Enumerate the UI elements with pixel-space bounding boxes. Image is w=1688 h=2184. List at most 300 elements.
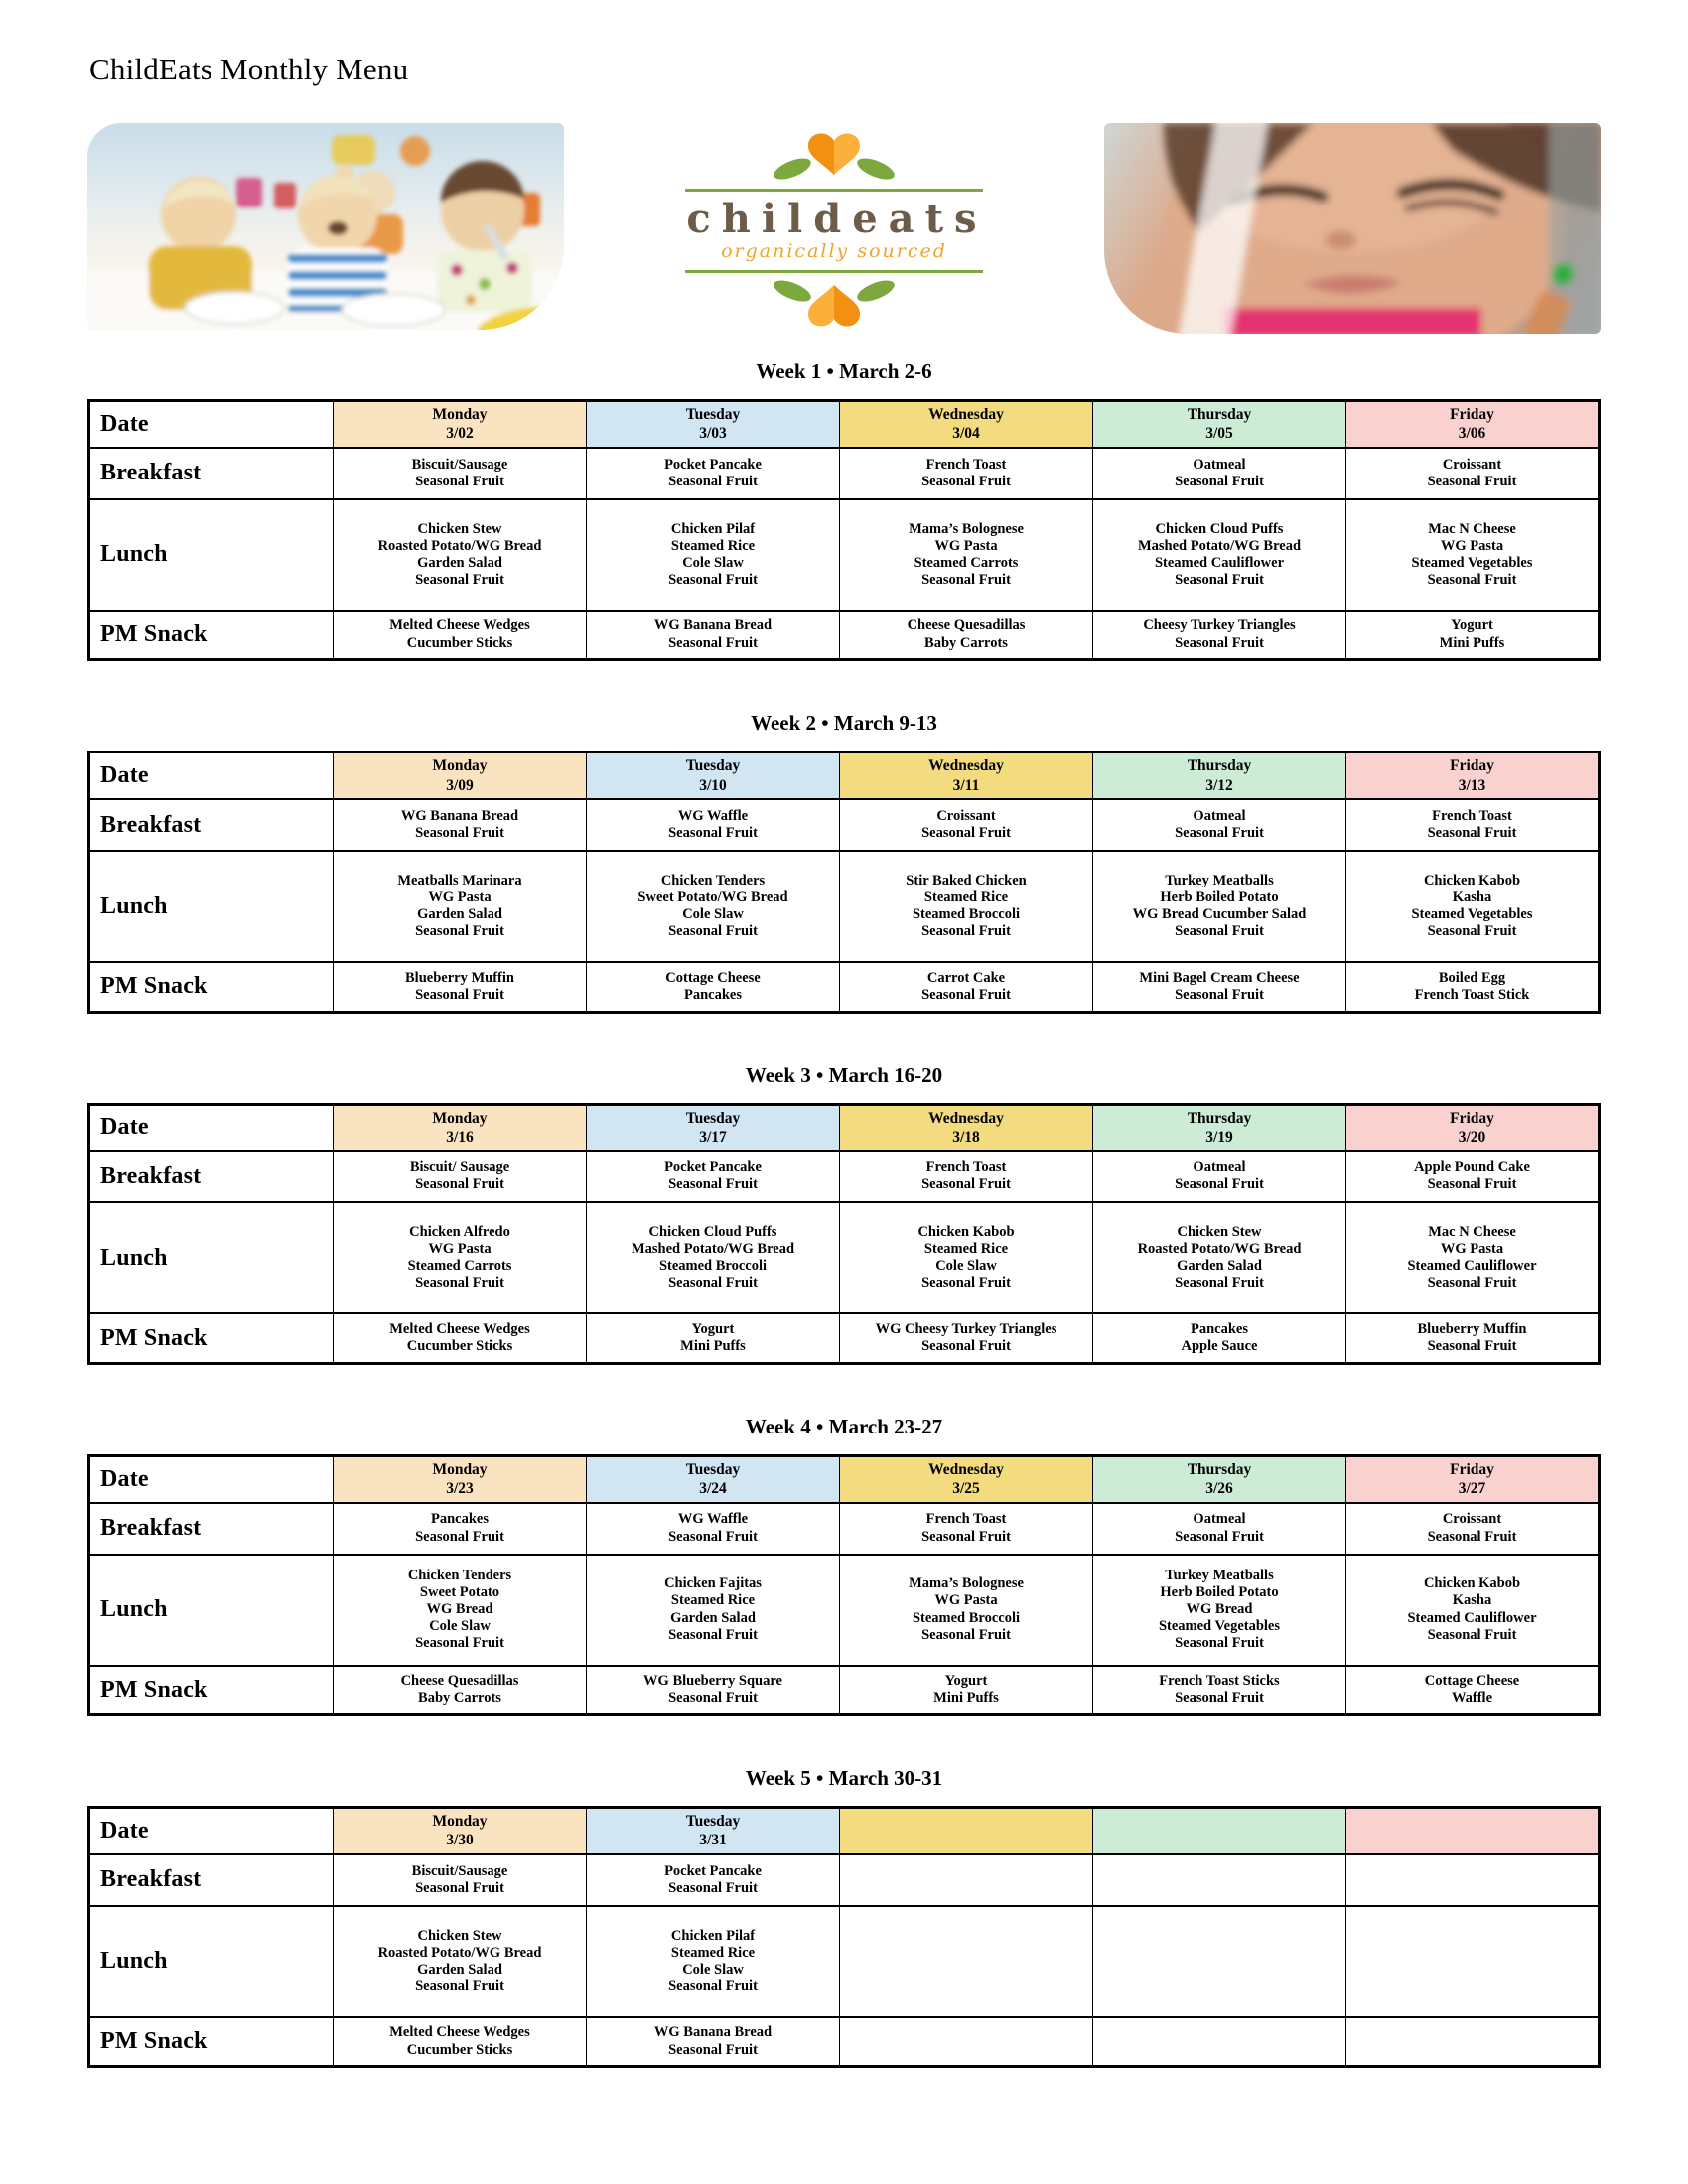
meal-line: Melted Cheese Wedges <box>389 1320 530 1337</box>
day-name: Monday <box>432 757 488 775</box>
meal-line: Oatmeal <box>1193 807 1246 824</box>
breakfast-cell <box>587 1503 840 1555</box>
menu-table <box>87 399 1601 661</box>
snack-cell <box>840 962 1093 1012</box>
day-header-cell <box>840 1455 1093 1502</box>
day-date: 3/04 <box>952 425 980 443</box>
day-name: Wednesday <box>928 1460 1004 1478</box>
meal-line: WG Banana Bread <box>653 617 773 634</box>
meal-line: Blueberry Muffin <box>1417 1320 1527 1337</box>
row-label-breakfast: Breakfast <box>89 1151 334 1202</box>
meal-line: WG Pasta <box>934 537 998 554</box>
meal-line: Apple Sauce <box>1181 1338 1258 1354</box>
header-banner <box>87 123 1601 334</box>
row-snack <box>89 611 1600 660</box>
meal-line: Chicken Kabob <box>1423 872 1521 888</box>
snack-cell <box>334 2017 587 2067</box>
meal-line: Melted Cheese Wedges <box>389 617 530 634</box>
row-lunch <box>89 1906 1600 2017</box>
day-date: 3/27 <box>1458 1480 1486 1498</box>
row-snack <box>89 2017 1600 2067</box>
meal-line: Seasonal Fruit <box>921 986 1011 1003</box>
day-date: 3/05 <box>1205 425 1233 443</box>
snack-cell <box>334 611 587 660</box>
breakfast-cell <box>840 1854 1093 1906</box>
row-label-snack: PM Snack <box>89 611 334 660</box>
meal-line: Seasonal Fruit <box>921 1338 1011 1354</box>
meal-line: Seasonal Fruit <box>921 473 1011 489</box>
day-name: Friday <box>1450 406 1494 423</box>
row-label-lunch: Lunch <box>89 1555 334 1666</box>
meal-line: Roasted Potato/WG Bread <box>1137 1241 1302 1258</box>
meal-line: Yogurt <box>1451 617 1493 634</box>
row-lunch <box>89 851 1600 962</box>
row-lunch <box>89 1555 1600 1666</box>
day-date: 3/12 <box>1205 776 1233 794</box>
row-lunch <box>89 1202 1600 1313</box>
meal-line: Kasha <box>1452 1592 1492 1609</box>
meal-line: Steamed Carrots <box>407 1258 512 1275</box>
week-section <box>87 711 1601 1013</box>
row-date <box>89 1808 1600 1854</box>
meal-line: Seasonal Fruit <box>1175 1690 1264 1706</box>
menu-table <box>87 1103 1601 1365</box>
meal-line: Mini Bagel Cream Cheese <box>1139 969 1300 986</box>
meal-line: Seasonal Fruit <box>415 571 504 588</box>
meal-line: Garden Salad <box>670 1609 756 1626</box>
day-name: Monday <box>432 406 488 423</box>
snack-cell <box>1346 962 1600 1012</box>
meal-line: Seasonal Fruit <box>921 923 1011 940</box>
meal-line: Seasonal Fruit <box>1427 1338 1517 1354</box>
lunch-cell <box>334 851 587 962</box>
day-date: 3/02 <box>446 425 474 443</box>
meal-line: French Toast <box>925 456 1007 473</box>
meal-line: Cheese Quesadillas <box>907 617 1026 634</box>
meal-line: Seasonal Fruit <box>921 571 1011 588</box>
meal-line: Baby Carrots <box>924 634 1008 651</box>
meal-line: Seasonal Fruit <box>1427 571 1517 588</box>
row-date <box>89 752 1600 799</box>
day-header-cell <box>1093 1104 1346 1151</box>
breakfast-cell <box>840 1503 1093 1555</box>
meal-line: Steamed Broccoli <box>658 1258 768 1275</box>
lunch-cell <box>587 1555 840 1666</box>
snack-cell <box>840 1313 1093 1363</box>
meal-line: Steamed Rice <box>923 1241 1009 1258</box>
row-date <box>89 1455 1600 1502</box>
meal-line: WG Pasta <box>1440 1241 1504 1258</box>
lunch-cell <box>1093 1906 1346 2017</box>
breakfast-cell <box>1346 1503 1600 1555</box>
meal-line: Kasha <box>1452 888 1492 905</box>
day-header-cell <box>1093 1808 1346 1854</box>
meal-line: Pocket Pancake <box>664 456 762 473</box>
lunch-cell <box>1346 851 1600 962</box>
meal-line: Melted Cheese Wedges <box>389 2024 530 2041</box>
meal-line: Boiled Egg <box>1438 969 1506 986</box>
meal-line: Seasonal Fruit <box>668 1978 758 1994</box>
snack-cell <box>1093 1313 1346 1363</box>
row-label-lunch: Lunch <box>89 1202 334 1313</box>
day-name: Thursday <box>1187 1460 1252 1478</box>
meal-line: Chicken Stew <box>417 1927 502 1944</box>
meal-line: WG Banana Bread <box>653 2024 773 2041</box>
meal-line: Pancakes <box>684 986 742 1003</box>
meal-line: Chicken Cloud Puffs <box>1155 520 1284 537</box>
meal-line: Steamed Rice <box>670 1592 756 1609</box>
meal-line: Seasonal Fruit <box>921 825 1011 841</box>
week-title: Week 1 • March 2-6 <box>756 359 932 383</box>
meal-line: WG Waffle <box>677 1511 749 1528</box>
meal-line: Cottage Cheese <box>1424 1673 1520 1690</box>
meal-line: WG Bread <box>426 1600 493 1617</box>
meal-line: Turkey Meatballs <box>1165 872 1274 888</box>
breakfast-cell <box>840 1151 1093 1202</box>
meal-line: Sweet Potato/WG Bread <box>637 888 788 905</box>
row-breakfast <box>89 1503 1600 1555</box>
meal-line: Seasonal Fruit <box>415 473 504 489</box>
meal-line: Cole Slaw <box>682 554 744 571</box>
meal-line: WG Banana Bread <box>400 807 519 824</box>
meal-line: Biscuit/ Sausage <box>409 1160 510 1176</box>
meal-line: WG Pasta <box>934 1592 998 1609</box>
meal-line: Steamed Vegetables <box>1158 1618 1281 1635</box>
day-header-cell <box>334 1808 587 1854</box>
lunch-cell <box>840 1555 1093 1666</box>
meal-line: Seasonal Fruit <box>668 2041 758 2058</box>
row-label-breakfast: Breakfast <box>89 799 334 851</box>
day-header-cell <box>1346 1104 1600 1151</box>
row-date <box>89 1104 1600 1151</box>
meal-line: Seasonal Fruit <box>415 986 504 1003</box>
row-label-snack: PM Snack <box>89 2017 334 2067</box>
day-name: Thursday <box>1187 1109 1252 1127</box>
meal-line: Mac N Cheese <box>1428 520 1516 537</box>
meal-line: Garden Salad <box>1177 1258 1262 1275</box>
meal-line: Seasonal Fruit <box>668 634 758 651</box>
row-snack <box>89 962 1600 1012</box>
meal-line: Baby Carrots <box>418 1690 501 1706</box>
row-label-date: Date <box>89 1455 334 1502</box>
meal-line: Chicken Fajitas <box>664 1575 762 1592</box>
day-name: Monday <box>432 1109 488 1127</box>
day-date: 3/20 <box>1458 1128 1486 1146</box>
lunch-cell <box>1346 1555 1600 1666</box>
meal-line: Steamed Vegetables <box>1411 906 1533 922</box>
lunch-cell <box>1093 499 1346 611</box>
row-label-breakfast: Breakfast <box>89 1503 334 1555</box>
meal-line: Waffle <box>1451 1690 1493 1706</box>
meal-line: Chicken Stew <box>1177 1224 1262 1241</box>
lunch-cell <box>1346 1906 1600 2017</box>
day-header-cell <box>1093 1455 1346 1502</box>
lunch-cell <box>1093 1555 1346 1666</box>
snack-cell <box>840 2017 1093 2067</box>
meal-line: Pancakes <box>431 1511 489 1528</box>
breakfast-cell <box>1093 448 1346 499</box>
breakfast-cell <box>1346 448 1600 499</box>
breakfast-cell <box>840 448 1093 499</box>
day-date: 3/11 <box>952 776 980 794</box>
meal-line: Chicken Kabob <box>1423 1575 1521 1592</box>
day-date: 3/19 <box>1205 1128 1233 1146</box>
meal-line: Garden Salad <box>417 1961 502 1978</box>
meal-line: Seasonal Fruit <box>1175 1528 1264 1545</box>
row-breakfast <box>89 1854 1600 1906</box>
day-date: 3/18 <box>952 1128 980 1146</box>
day-header-cell <box>587 1104 840 1151</box>
breakfast-cell <box>334 1854 587 1906</box>
meal-line: Steamed Vegetables <box>1411 554 1533 571</box>
meal-line: Mac N Cheese <box>1428 1224 1516 1241</box>
lunch-cell <box>840 499 1093 611</box>
meal-line: Seasonal Fruit <box>668 1690 758 1706</box>
row-label-breakfast: Breakfast <box>89 448 334 499</box>
meal-line: Croissant <box>1442 456 1502 473</box>
row-label-breakfast: Breakfast <box>89 1854 334 1906</box>
snack-cell <box>1346 2017 1600 2067</box>
meal-line: Seasonal Fruit <box>1427 1176 1517 1193</box>
day-header-cell <box>840 401 1093 448</box>
meal-line: Seasonal Fruit <box>1427 1626 1517 1643</box>
meal-line: French Toast Stick <box>1414 986 1530 1003</box>
snack-cell <box>334 1313 587 1363</box>
meal-line: Cole Slaw <box>682 906 744 922</box>
meal-line: Seasonal Fruit <box>415 923 504 940</box>
meal-line: WG Bread Cucumber Salad <box>1132 906 1307 922</box>
meal-line: Seasonal Fruit <box>1427 923 1517 940</box>
lunch-cell <box>334 1202 587 1313</box>
meal-line: Seasonal Fruit <box>1175 571 1264 588</box>
children-eating-illustration <box>87 123 564 330</box>
meal-line: Mashed Potato/WG Bread <box>631 1241 795 1258</box>
row-label-lunch: Lunch <box>89 851 334 962</box>
meal-line: Seasonal Fruit <box>1175 986 1264 1003</box>
day-date: 3/10 <box>699 776 727 794</box>
meal-line: Seasonal Fruit <box>415 1275 504 1292</box>
meal-line: Seasonal Fruit <box>668 1176 758 1193</box>
breakfast-cell <box>334 448 587 499</box>
day-name: Tuesday <box>685 757 741 775</box>
meal-line: Seasonal Fruit <box>1427 473 1517 489</box>
meal-line: Steamed Rice <box>923 888 1009 905</box>
breakfast-cell <box>334 1503 587 1555</box>
day-header-cell <box>840 1104 1093 1151</box>
day-date: 3/17 <box>699 1128 727 1146</box>
meal-line: Seasonal Fruit <box>668 923 758 940</box>
day-header-cell <box>1093 401 1346 448</box>
breakfast-cell <box>1093 1503 1346 1555</box>
lunch-cell <box>1346 1202 1600 1313</box>
row-breakfast <box>89 799 1600 851</box>
meal-line: French Toast <box>925 1160 1007 1176</box>
meal-line: Seasonal Fruit <box>1175 923 1264 940</box>
meal-line: Croissant <box>1442 1511 1502 1528</box>
meal-line: Oatmeal <box>1193 1160 1246 1176</box>
day-name: Monday <box>432 1813 488 1830</box>
meal-line: Cole Slaw <box>429 1618 491 1635</box>
meal-line: Oatmeal <box>1193 1511 1246 1528</box>
logo-heart-leaves-icon <box>765 127 904 185</box>
meal-line: Seasonal Fruit <box>1427 1275 1517 1292</box>
meal-line: Steamed Broccoli <box>912 1609 1021 1626</box>
toddler-face-illustration <box>1104 123 1601 334</box>
row-label-date: Date <box>89 1104 334 1151</box>
snack-cell <box>334 1666 587 1715</box>
breakfast-cell <box>334 1151 587 1202</box>
meal-line: Seasonal Fruit <box>1427 1528 1517 1545</box>
meal-line: Seasonal Fruit <box>415 1978 504 1994</box>
lunch-cell <box>587 1906 840 2017</box>
meal-line: Seasonal Fruit <box>1175 825 1264 841</box>
logo-wordmark: childeats <box>686 196 988 242</box>
meal-line: Pocket Pancake <box>664 1862 762 1879</box>
meal-line: Apple Pound Cake <box>1414 1160 1530 1176</box>
day-header-cell <box>334 1455 587 1502</box>
day-name: Tuesday <box>685 1460 741 1478</box>
row-snack <box>89 1666 1600 1715</box>
row-lunch <box>89 499 1600 611</box>
snack-cell <box>334 962 587 1012</box>
toddler-face-photo <box>1104 123 1601 334</box>
meal-line: Seasonal Fruit <box>1175 473 1264 489</box>
meal-line: Steamed Broccoli <box>912 906 1021 922</box>
snack-cell <box>840 1666 1093 1715</box>
menu-table <box>87 1454 1601 1716</box>
snack-cell <box>1346 1666 1600 1715</box>
meal-line: Pancakes <box>1191 1320 1248 1337</box>
meal-line: Seasonal Fruit <box>921 1275 1011 1292</box>
meal-line: Chicken Stew <box>417 520 502 537</box>
breakfast-cell <box>1093 1854 1346 1906</box>
row-label-date: Date <box>89 1808 334 1854</box>
meal-line: Steamed Rice <box>670 1944 756 1961</box>
snack-cell <box>1093 1666 1346 1715</box>
meal-line: Seasonal Fruit <box>1175 1275 1264 1292</box>
meal-line: Steamed Carrots <box>914 554 1019 571</box>
meal-line: Chicken Cloud Puffs <box>648 1224 777 1241</box>
lunch-cell <box>334 1906 587 2017</box>
meal-line: Chicken Tenders <box>407 1567 512 1583</box>
meal-line: WG Bread <box>1186 1600 1253 1617</box>
day-date: 3/06 <box>1458 425 1486 443</box>
meal-line: Seasonal Fruit <box>668 825 758 841</box>
day-header-cell <box>334 1104 587 1151</box>
snack-cell <box>840 611 1093 660</box>
lunch-cell <box>587 1202 840 1313</box>
meal-line: Seasonal Fruit <box>415 1528 504 1545</box>
meal-line: Roasted Potato/WG Bread <box>377 537 542 554</box>
breakfast-cell <box>840 799 1093 851</box>
meal-line: Seasonal Fruit <box>921 1626 1011 1643</box>
lunch-cell <box>840 1906 1093 2017</box>
meal-line: Garden Salad <box>417 554 502 571</box>
meal-line: Yogurt <box>944 1673 988 1690</box>
meal-line: Mashed Potato/WG Bread <box>1137 537 1302 554</box>
day-name: Friday <box>1450 1109 1494 1127</box>
children-eating-photo <box>87 123 564 330</box>
day-header-cell <box>587 1455 840 1502</box>
day-date: 3/24 <box>699 1480 727 1498</box>
meal-line: Cole Slaw <box>682 1961 744 1978</box>
meal-line: Steamed Cauliflower <box>1407 1609 1537 1626</box>
week-title: Week 5 • March 30-31 <box>745 1766 943 1790</box>
meal-line: Mama’s Bolognese <box>909 1575 1024 1592</box>
day-name: Friday <box>1450 1460 1494 1478</box>
meal-line: WG Pasta <box>1440 537 1504 554</box>
meal-line: WG Pasta <box>428 888 492 905</box>
meal-line: Seasonal Fruit <box>1175 1635 1264 1652</box>
logo-divider <box>685 270 983 273</box>
day-header-cell <box>334 752 587 799</box>
meal-line: Garden Salad <box>417 906 502 922</box>
meal-line: Seasonal Fruit <box>415 825 504 841</box>
row-breakfast <box>89 1151 1600 1202</box>
lunch-cell <box>587 499 840 611</box>
day-name: Tuesday <box>685 406 741 423</box>
snack-cell <box>587 2017 840 2067</box>
snack-cell <box>1093 2017 1346 2067</box>
logo-divider <box>685 189 983 192</box>
meal-line: Seasonal Fruit <box>668 1528 758 1545</box>
meal-line: Seasonal Fruit <box>1427 825 1517 841</box>
snack-cell <box>1093 611 1346 660</box>
row-snack <box>89 1313 1600 1363</box>
meal-line: Seasonal Fruit <box>668 1879 758 1896</box>
row-breakfast <box>89 448 1600 499</box>
meal-line: Pocket Pancake <box>664 1160 762 1176</box>
meal-line: Mini Puffs <box>933 1690 999 1706</box>
meal-line: Cucumber Sticks <box>406 2041 513 2058</box>
snack-cell <box>1093 962 1346 1012</box>
breakfast-cell <box>1093 799 1346 851</box>
meal-line: Oatmeal <box>1193 456 1246 473</box>
day-date: 3/16 <box>446 1128 474 1146</box>
meal-line: Seasonal Fruit <box>1175 634 1264 651</box>
lunch-cell <box>840 851 1093 962</box>
week-title: Week 4 • March 23-27 <box>745 1414 943 1438</box>
row-label-date: Date <box>89 752 334 799</box>
meal-line: WG Pasta <box>428 1241 492 1258</box>
meal-line: Biscuit/Sausage <box>411 456 508 473</box>
day-header-cell <box>1093 752 1346 799</box>
day-header-cell <box>587 401 840 448</box>
day-name: Thursday <box>1187 757 1252 775</box>
day-date: 3/23 <box>446 1480 474 1498</box>
week-section <box>87 1415 1601 1716</box>
meal-line: Steamed Rice <box>670 537 756 554</box>
meal-line: Seasonal Fruit <box>668 571 758 588</box>
day-date: 3/09 <box>446 776 474 794</box>
row-date <box>89 401 1600 448</box>
day-header-cell <box>1346 401 1600 448</box>
lunch-cell <box>587 851 840 962</box>
week-section <box>87 1063 1601 1365</box>
day-date: 3/30 <box>446 1832 474 1849</box>
meal-line: Cottage Cheese <box>665 969 761 986</box>
meal-line: Stir Baked Chicken <box>906 872 1027 888</box>
lunch-cell <box>1093 851 1346 962</box>
meal-line: French Toast Sticks <box>1159 1673 1280 1690</box>
day-name: Tuesday <box>685 1813 741 1830</box>
meal-line: Sweet Potato <box>419 1583 500 1600</box>
meal-line: Biscuit/Sausage <box>411 1862 508 1879</box>
menu-table <box>87 1806 1601 2068</box>
breakfast-cell <box>334 799 587 851</box>
snack-cell <box>1346 1313 1600 1363</box>
lunch-cell <box>840 1202 1093 1313</box>
